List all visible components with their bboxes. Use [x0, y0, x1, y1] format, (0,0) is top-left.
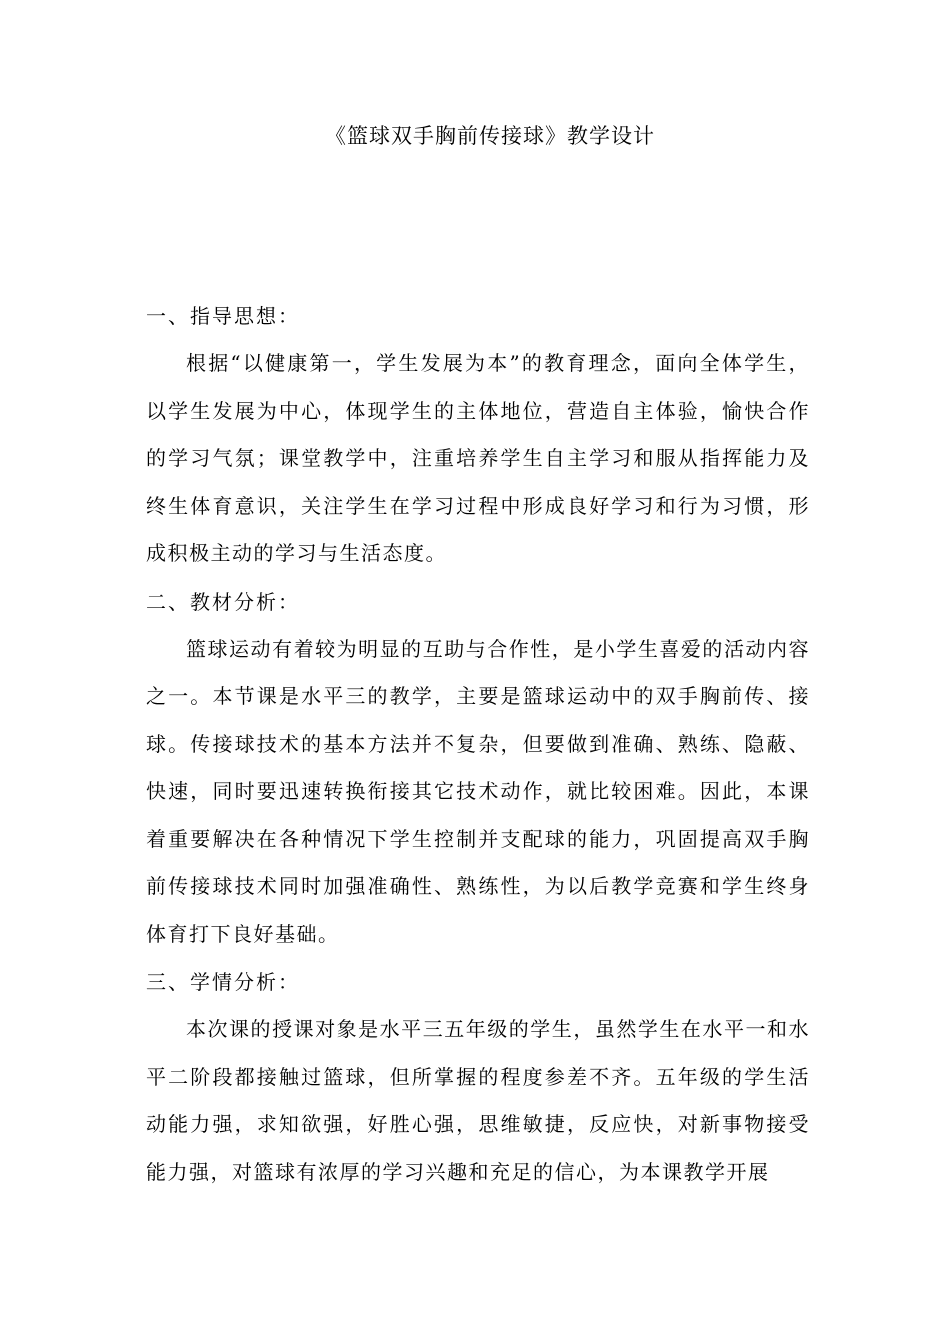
document-body [146, 292, 810, 1196]
section-guiding-ideology [146, 292, 810, 578]
section-paragraph: 本次课的授课对象是水平三五年级的学生，虽然学生在水平一和水平二阶段都接触过篮球，但所掌握的程度参差不齐。五年级的学生活动能力强，求知欲强，好胜心强，思维敏捷，反应快，对新事物接受能力强，对篮球有浓厚的学习兴趣和充足的信心，为本课教学开展 [146, 1017, 810, 1184]
section-heading: 三、学情分析： [146, 970, 300, 994]
section-heading: 一、指导思想： [146, 304, 300, 328]
section-material-analysis [146, 578, 810, 959]
section-paragraph: 篮球运动有着较为明显的互助与合作性，是小学生喜爱的活动内容之一。本节课是水平三的教学，主要是篮球运动中的双手胸前传、接球。传接球技术的基本方法并不复杂，但要做到准确、熟练、隐蔽、快速，同时要迅速转换衔接其它技术动作，就比较困难。因此，本课着重要解决在各种情况下学生控制并支配球的能力，巩固提高双手胸前传接球技术同时加强准确性、熟练性，为以后教学竞赛和学生终身体育打下良好基础。 [146, 636, 810, 946]
document-title: 《篮球双手胸前传接球》教学设计 [325, 124, 655, 148]
section-paragraph: 根据“以健康第一，学生发展为本”的教育理念，面向全体学生，以学生发展为中心，体现学生的主体地位，营造自主体验，愉快合作的学习气氛；课堂教学中，注重培养学生自主学习和服从指挥能力及终生体育意识，关注学生在学习过程中形成良好学习和行为习惯，形成积极主动的学习与生活态度。 [146, 351, 810, 565]
section-heading: 二、教材分析： [146, 589, 300, 614]
section-student-analysis [146, 958, 810, 1196]
